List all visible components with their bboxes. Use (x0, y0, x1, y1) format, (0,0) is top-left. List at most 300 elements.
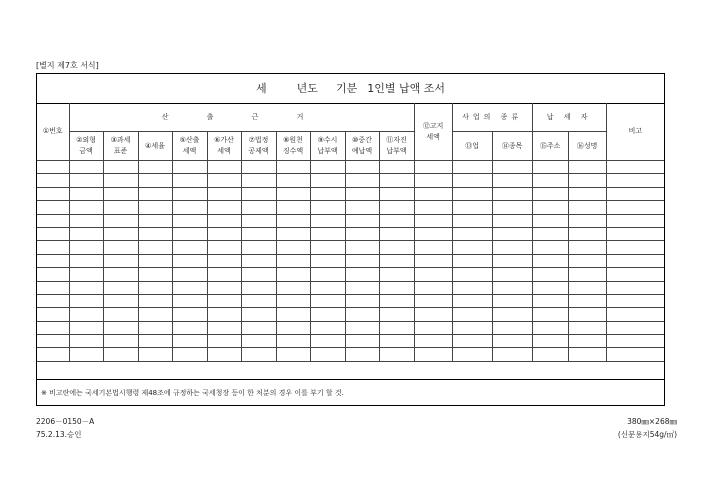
header-additional-tax: ⑥가산 세액 (207, 132, 241, 161)
table-cell[interactable] (276, 227, 310, 240)
table-cell[interactable] (568, 335, 606, 348)
table-cell[interactable] (568, 281, 606, 294)
table-cell[interactable] (532, 227, 568, 240)
table-cell[interactable] (37, 241, 69, 254)
table-cell[interactable] (103, 201, 138, 214)
table-body (37, 161, 664, 362)
table-cell[interactable] (103, 335, 138, 348)
table-cell[interactable] (606, 187, 664, 200)
table-cell[interactable] (379, 254, 414, 267)
table-cell[interactable] (37, 227, 69, 240)
table-cell[interactable] (345, 294, 379, 307)
table-cell[interactable] (568, 174, 606, 187)
table-cell[interactable] (452, 241, 492, 254)
table-cell[interactable] (276, 308, 310, 321)
table-cell[interactable] (37, 161, 69, 174)
header-tax-rate: ④세율 (138, 132, 172, 161)
table-cell[interactable] (379, 348, 414, 361)
table-cell[interactable] (172, 201, 207, 214)
table-cell[interactable] (69, 187, 103, 200)
table-cell[interactable] (345, 201, 379, 214)
table-cell[interactable] (207, 308, 241, 321)
table-row (37, 174, 664, 187)
table-cell[interactable] (207, 321, 241, 334)
header-notice-tax: ⑫고지 세액 (414, 103, 452, 161)
table-cell[interactable] (207, 268, 241, 281)
table-cell[interactable] (241, 268, 276, 281)
table-cell[interactable] (37, 201, 69, 214)
approval-date: 75.2.13.승인 (36, 430, 82, 439)
table-cell[interactable] (532, 308, 568, 321)
table-cell[interactable] (606, 201, 664, 214)
table-cell[interactable] (69, 308, 103, 321)
table-cell[interactable] (379, 187, 414, 200)
table-cell[interactable] (103, 268, 138, 281)
table-cell[interactable] (568, 254, 606, 267)
table-cell[interactable] (276, 161, 310, 174)
table-cell[interactable] (276, 321, 310, 334)
table-cell[interactable] (172, 294, 207, 307)
table-cell[interactable] (172, 187, 207, 200)
table-cell[interactable] (207, 348, 241, 361)
table-cell[interactable] (103, 241, 138, 254)
table-cell[interactable] (414, 187, 452, 200)
table-cell[interactable] (103, 281, 138, 294)
remarks-note: ※ 비고란에는 국세기본법시행령 제48조에 규정하는 국세청장 등이 한 처분의 경우 이를 부기 할 것. (37, 379, 664, 405)
table-cell[interactable] (69, 214, 103, 227)
table-cell[interactable] (532, 294, 568, 307)
header-voluntary-payment: ⑪자진 납부액 (379, 132, 414, 161)
table-cell[interactable] (379, 214, 414, 227)
table-cell[interactable] (172, 308, 207, 321)
table-cell[interactable] (345, 254, 379, 267)
table-row (37, 321, 664, 334)
table-cell[interactable] (276, 268, 310, 281)
form-code: 2206－0150－A (36, 417, 95, 426)
table-cell[interactable] (606, 268, 664, 281)
table-row (37, 161, 664, 174)
table-cell[interactable] (207, 201, 241, 214)
table-cell[interactable] (241, 174, 276, 187)
table-cell[interactable] (37, 335, 69, 348)
table-cell[interactable] (103, 294, 138, 307)
table-cell[interactable] (568, 227, 606, 240)
table-cell[interactable] (532, 348, 568, 361)
table-cell[interactable] (492, 294, 532, 307)
table-cell[interactable] (379, 201, 414, 214)
table-cell[interactable] (452, 161, 492, 174)
table-cell[interactable] (69, 201, 103, 214)
table-cell[interactable] (310, 348, 345, 361)
table-cell[interactable] (310, 254, 345, 267)
table-cell[interactable] (138, 348, 172, 361)
table-cell[interactable] (568, 187, 606, 200)
table-cell[interactable] (606, 254, 664, 267)
table-cell[interactable] (37, 187, 69, 200)
table-cell[interactable] (241, 241, 276, 254)
table-cell[interactable] (452, 227, 492, 240)
table-cell[interactable] (345, 174, 379, 187)
table-cell[interactable] (532, 174, 568, 187)
table-cell[interactable] (414, 214, 452, 227)
table-cell[interactable] (207, 294, 241, 307)
table-cell[interactable] (69, 227, 103, 240)
table-cell[interactable] (345, 335, 379, 348)
table-cell[interactable] (310, 308, 345, 321)
table-cell[interactable] (310, 201, 345, 214)
table-cell[interactable] (532, 268, 568, 281)
table-cell[interactable] (606, 214, 664, 227)
table-cell[interactable] (37, 294, 69, 307)
table-cell[interactable] (568, 321, 606, 334)
table-cell[interactable] (103, 348, 138, 361)
table-cell[interactable] (138, 187, 172, 200)
table-cell[interactable] (69, 241, 103, 254)
table-cell[interactable] (345, 281, 379, 294)
table-cell[interactable] (103, 214, 138, 227)
table-cell[interactable] (414, 268, 452, 281)
table-cell[interactable] (568, 268, 606, 281)
table-cell[interactable] (103, 308, 138, 321)
table-cell[interactable] (138, 161, 172, 174)
header-name: ⑯성명 (568, 132, 606, 161)
table-cell[interactable] (492, 187, 532, 200)
table-cell[interactable] (69, 254, 103, 267)
table-cell[interactable] (606, 335, 664, 348)
table-cell[interactable] (492, 281, 532, 294)
table-cell[interactable] (492, 161, 532, 174)
table-row (37, 348, 664, 361)
table-cell[interactable] (310, 335, 345, 348)
table-cell[interactable] (310, 214, 345, 227)
table-cell[interactable] (69, 268, 103, 281)
table-row (37, 241, 664, 254)
table-cell[interactable] (69, 348, 103, 361)
table-cell[interactable] (606, 321, 664, 334)
table-cell[interactable] (492, 321, 532, 334)
header-calculated-tax: ⑤산출 세액 (172, 132, 207, 161)
paper-spec: (신문용지54g/㎡) (617, 430, 677, 439)
table-cell[interactable] (414, 294, 452, 307)
table-cell[interactable] (138, 294, 172, 307)
table-cell[interactable] (241, 335, 276, 348)
table-cell[interactable] (452, 294, 492, 307)
table-cell[interactable] (568, 308, 606, 321)
table-cell[interactable] (568, 348, 606, 361)
table-cell[interactable] (69, 335, 103, 348)
table-cell[interactable] (345, 308, 379, 321)
table-cell[interactable] (69, 294, 103, 307)
table-cell[interactable] (606, 174, 664, 187)
table-cell[interactable] (138, 321, 172, 334)
form-label: [별지 제7호 서식] (36, 61, 99, 70)
table-cell[interactable] (37, 214, 69, 227)
table-cell[interactable] (276, 187, 310, 200)
table-cell[interactable] (69, 161, 103, 174)
table-cell[interactable] (492, 241, 532, 254)
table-cell[interactable] (532, 254, 568, 267)
table-cell[interactable] (379, 321, 414, 334)
table-cell[interactable] (138, 268, 172, 281)
table-cell[interactable] (310, 321, 345, 334)
table-row (37, 214, 664, 227)
table-cell[interactable] (69, 174, 103, 187)
table-cell[interactable] (138, 335, 172, 348)
title-part-period: 기분 (335, 82, 358, 95)
table-cell[interactable] (138, 308, 172, 321)
table-cell[interactable] (310, 227, 345, 240)
table-cell[interactable] (532, 161, 568, 174)
table-cell[interactable] (172, 214, 207, 227)
table-cell[interactable] (310, 241, 345, 254)
table-cell[interactable] (37, 321, 69, 334)
header-address: ⑮주소 (532, 132, 568, 161)
title-part-main: 1인별 납액 조서 (367, 82, 445, 95)
table-cell[interactable] (241, 227, 276, 240)
table-cell[interactable] (310, 281, 345, 294)
table-cell[interactable] (276, 254, 310, 267)
table-row (37, 294, 664, 307)
table-cell[interactable] (492, 254, 532, 267)
table-cell[interactable] (492, 308, 532, 321)
paper-size: 380㎜×268㎜ (627, 417, 677, 426)
table-cell[interactable] (69, 321, 103, 334)
table-row (37, 227, 664, 240)
table-cell[interactable] (379, 174, 414, 187)
header-occasional-payment: ⑨수시 납부액 (310, 132, 345, 161)
table-row (37, 254, 664, 267)
table-cell[interactable] (492, 268, 532, 281)
table-cell[interactable] (241, 161, 276, 174)
table-cell[interactable] (452, 308, 492, 321)
table-cell[interactable] (492, 335, 532, 348)
table-cell[interactable] (414, 174, 452, 187)
table-cell[interactable] (345, 161, 379, 174)
table-row (37, 308, 664, 321)
table-cell[interactable] (414, 281, 452, 294)
table-cell[interactable] (103, 174, 138, 187)
table-cell[interactable] (241, 254, 276, 267)
header-tax-base: ③과세 표준 (103, 132, 138, 161)
table-cell[interactable] (345, 348, 379, 361)
table-cell[interactable] (452, 281, 492, 294)
table-cell[interactable] (492, 174, 532, 187)
table-cell[interactable] (172, 335, 207, 348)
table-cell[interactable] (103, 254, 138, 267)
table-cell[interactable] (606, 294, 664, 307)
table-cell[interactable] (103, 321, 138, 334)
table-cell[interactable] (138, 241, 172, 254)
table-row (37, 187, 664, 200)
table-cell[interactable] (532, 321, 568, 334)
table-cell[interactable] (452, 201, 492, 214)
table-cell[interactable] (492, 348, 532, 361)
table-cell[interactable] (138, 201, 172, 214)
table-cell[interactable] (414, 201, 452, 214)
table-cell[interactable] (452, 268, 492, 281)
table-cell[interactable] (172, 321, 207, 334)
table-cell[interactable] (568, 294, 606, 307)
header-taxpayer: 납 세 자 (532, 103, 606, 132)
table-cell[interactable] (532, 281, 568, 294)
table-cell[interactable] (345, 321, 379, 334)
table-cell[interactable] (138, 227, 172, 240)
table-cell[interactable] (207, 214, 241, 227)
table-cell[interactable] (606, 281, 664, 294)
table-cell[interactable] (414, 161, 452, 174)
table-cell[interactable] (452, 214, 492, 227)
table-cell[interactable] (379, 241, 414, 254)
table-cell[interactable] (414, 321, 452, 334)
table-cell[interactable] (241, 201, 276, 214)
table-cell[interactable] (276, 335, 310, 348)
table-cell[interactable] (606, 161, 664, 174)
table-cell[interactable] (345, 187, 379, 200)
table-cell[interactable] (172, 254, 207, 267)
table-cell[interactable] (172, 268, 207, 281)
table-cell[interactable] (606, 348, 664, 361)
table-cell[interactable] (310, 268, 345, 281)
table-cell[interactable] (103, 227, 138, 240)
header-number: ①번호 (37, 103, 69, 161)
table-cell[interactable] (37, 174, 69, 187)
header-business-type: 사업의 종류 (452, 103, 532, 132)
table-cell[interactable] (379, 308, 414, 321)
table-cell[interactable] (276, 201, 310, 214)
table-cell[interactable] (37, 254, 69, 267)
table-cell[interactable] (138, 214, 172, 227)
table-cell[interactable] (310, 187, 345, 200)
table-cell[interactable] (379, 268, 414, 281)
table-cell[interactable] (492, 227, 532, 240)
table-cell[interactable] (172, 281, 207, 294)
table-cell[interactable] (69, 281, 103, 294)
table-row (37, 268, 664, 281)
table-cell[interactable] (207, 227, 241, 240)
table-cell[interactable] (532, 201, 568, 214)
table-cell[interactable] (207, 335, 241, 348)
table-cell[interactable] (207, 254, 241, 267)
table-cell[interactable] (532, 241, 568, 254)
table-cell[interactable] (379, 294, 414, 307)
table-cell[interactable] (138, 281, 172, 294)
table-cell[interactable] (345, 227, 379, 240)
table-cell[interactable] (345, 268, 379, 281)
table-cell[interactable] (452, 335, 492, 348)
table-cell[interactable] (379, 227, 414, 240)
table-row (37, 335, 664, 348)
table-cell[interactable] (37, 308, 69, 321)
table-cell[interactable] (414, 254, 452, 267)
table-cell[interactable] (414, 227, 452, 240)
header-withholding: ⑧원천 징수액 (276, 132, 310, 161)
table-cell[interactable] (276, 241, 310, 254)
table-cell[interactable] (241, 321, 276, 334)
table-cell[interactable] (172, 227, 207, 240)
table-cell[interactable] (606, 241, 664, 254)
table-cell[interactable] (276, 214, 310, 227)
header-item: ⑭종목 (492, 132, 532, 161)
form-title (37, 74, 664, 104)
table-cell[interactable] (532, 214, 568, 227)
table-cell[interactable] (568, 201, 606, 214)
table-cell[interactable] (241, 214, 276, 227)
table-cell[interactable] (492, 214, 532, 227)
table-cell[interactable] (207, 187, 241, 200)
table-cell[interactable] (568, 214, 606, 227)
table-cell[interactable] (452, 321, 492, 334)
table-cell[interactable] (207, 161, 241, 174)
table-cell[interactable] (37, 268, 69, 281)
table-cell[interactable] (103, 187, 138, 200)
title-part-year: 년도 (296, 82, 318, 95)
table-cell[interactable] (172, 241, 207, 254)
table-cell[interactable] (241, 294, 276, 307)
table-cell[interactable] (345, 241, 379, 254)
table-cell[interactable] (310, 174, 345, 187)
table-cell[interactable] (241, 187, 276, 200)
header-statutory-deduction: ⑦법정 공제액 (241, 132, 276, 161)
table-cell[interactable] (532, 187, 568, 200)
table-cell[interactable] (492, 201, 532, 214)
table-cell[interactable] (452, 187, 492, 200)
table-cell[interactable] (276, 281, 310, 294)
header-gross-amount: ②외형 금액 (69, 132, 103, 161)
table-cell[interactable] (345, 214, 379, 227)
table-cell[interactable] (414, 348, 452, 361)
table-cell[interactable] (379, 161, 414, 174)
table-cell[interactable] (414, 308, 452, 321)
table-cell[interactable] (172, 161, 207, 174)
header-interim-prepayment: ⑩중간 예납액 (345, 132, 379, 161)
table-cell[interactable] (172, 348, 207, 361)
table-cell[interactable] (172, 174, 207, 187)
table-cell[interactable] (452, 174, 492, 187)
table-cell[interactable] (606, 227, 664, 240)
table-cell[interactable] (310, 294, 345, 307)
table-cell[interactable] (310, 161, 345, 174)
header-business: ⑬업 (452, 132, 492, 161)
table-cell[interactable] (207, 174, 241, 187)
table-cell[interactable] (207, 281, 241, 294)
form-frame (36, 73, 665, 406)
table-cell[interactable] (379, 281, 414, 294)
table-cell[interactable] (37, 348, 69, 361)
table-cell[interactable] (568, 161, 606, 174)
table-cell[interactable] (138, 174, 172, 187)
table-cell[interactable] (241, 308, 276, 321)
table-cell[interactable] (452, 254, 492, 267)
table-cell[interactable] (37, 281, 69, 294)
table-cell[interactable] (414, 241, 452, 254)
table-cell[interactable] (414, 335, 452, 348)
table-cell[interactable] (276, 348, 310, 361)
table-cell[interactable] (103, 161, 138, 174)
table-cell[interactable] (241, 348, 276, 361)
tax-table (37, 103, 664, 362)
table-cell[interactable] (276, 174, 310, 187)
table-cell[interactable] (568, 241, 606, 254)
table-cell[interactable] (606, 308, 664, 321)
table-cell[interactable] (207, 241, 241, 254)
header-remarks: 비고 (606, 103, 664, 161)
table-cell[interactable] (138, 254, 172, 267)
table-cell[interactable] (452, 348, 492, 361)
table-cell[interactable] (532, 335, 568, 348)
table-cell[interactable] (379, 335, 414, 348)
table-cell[interactable] (241, 281, 276, 294)
table-cell[interactable] (276, 294, 310, 307)
